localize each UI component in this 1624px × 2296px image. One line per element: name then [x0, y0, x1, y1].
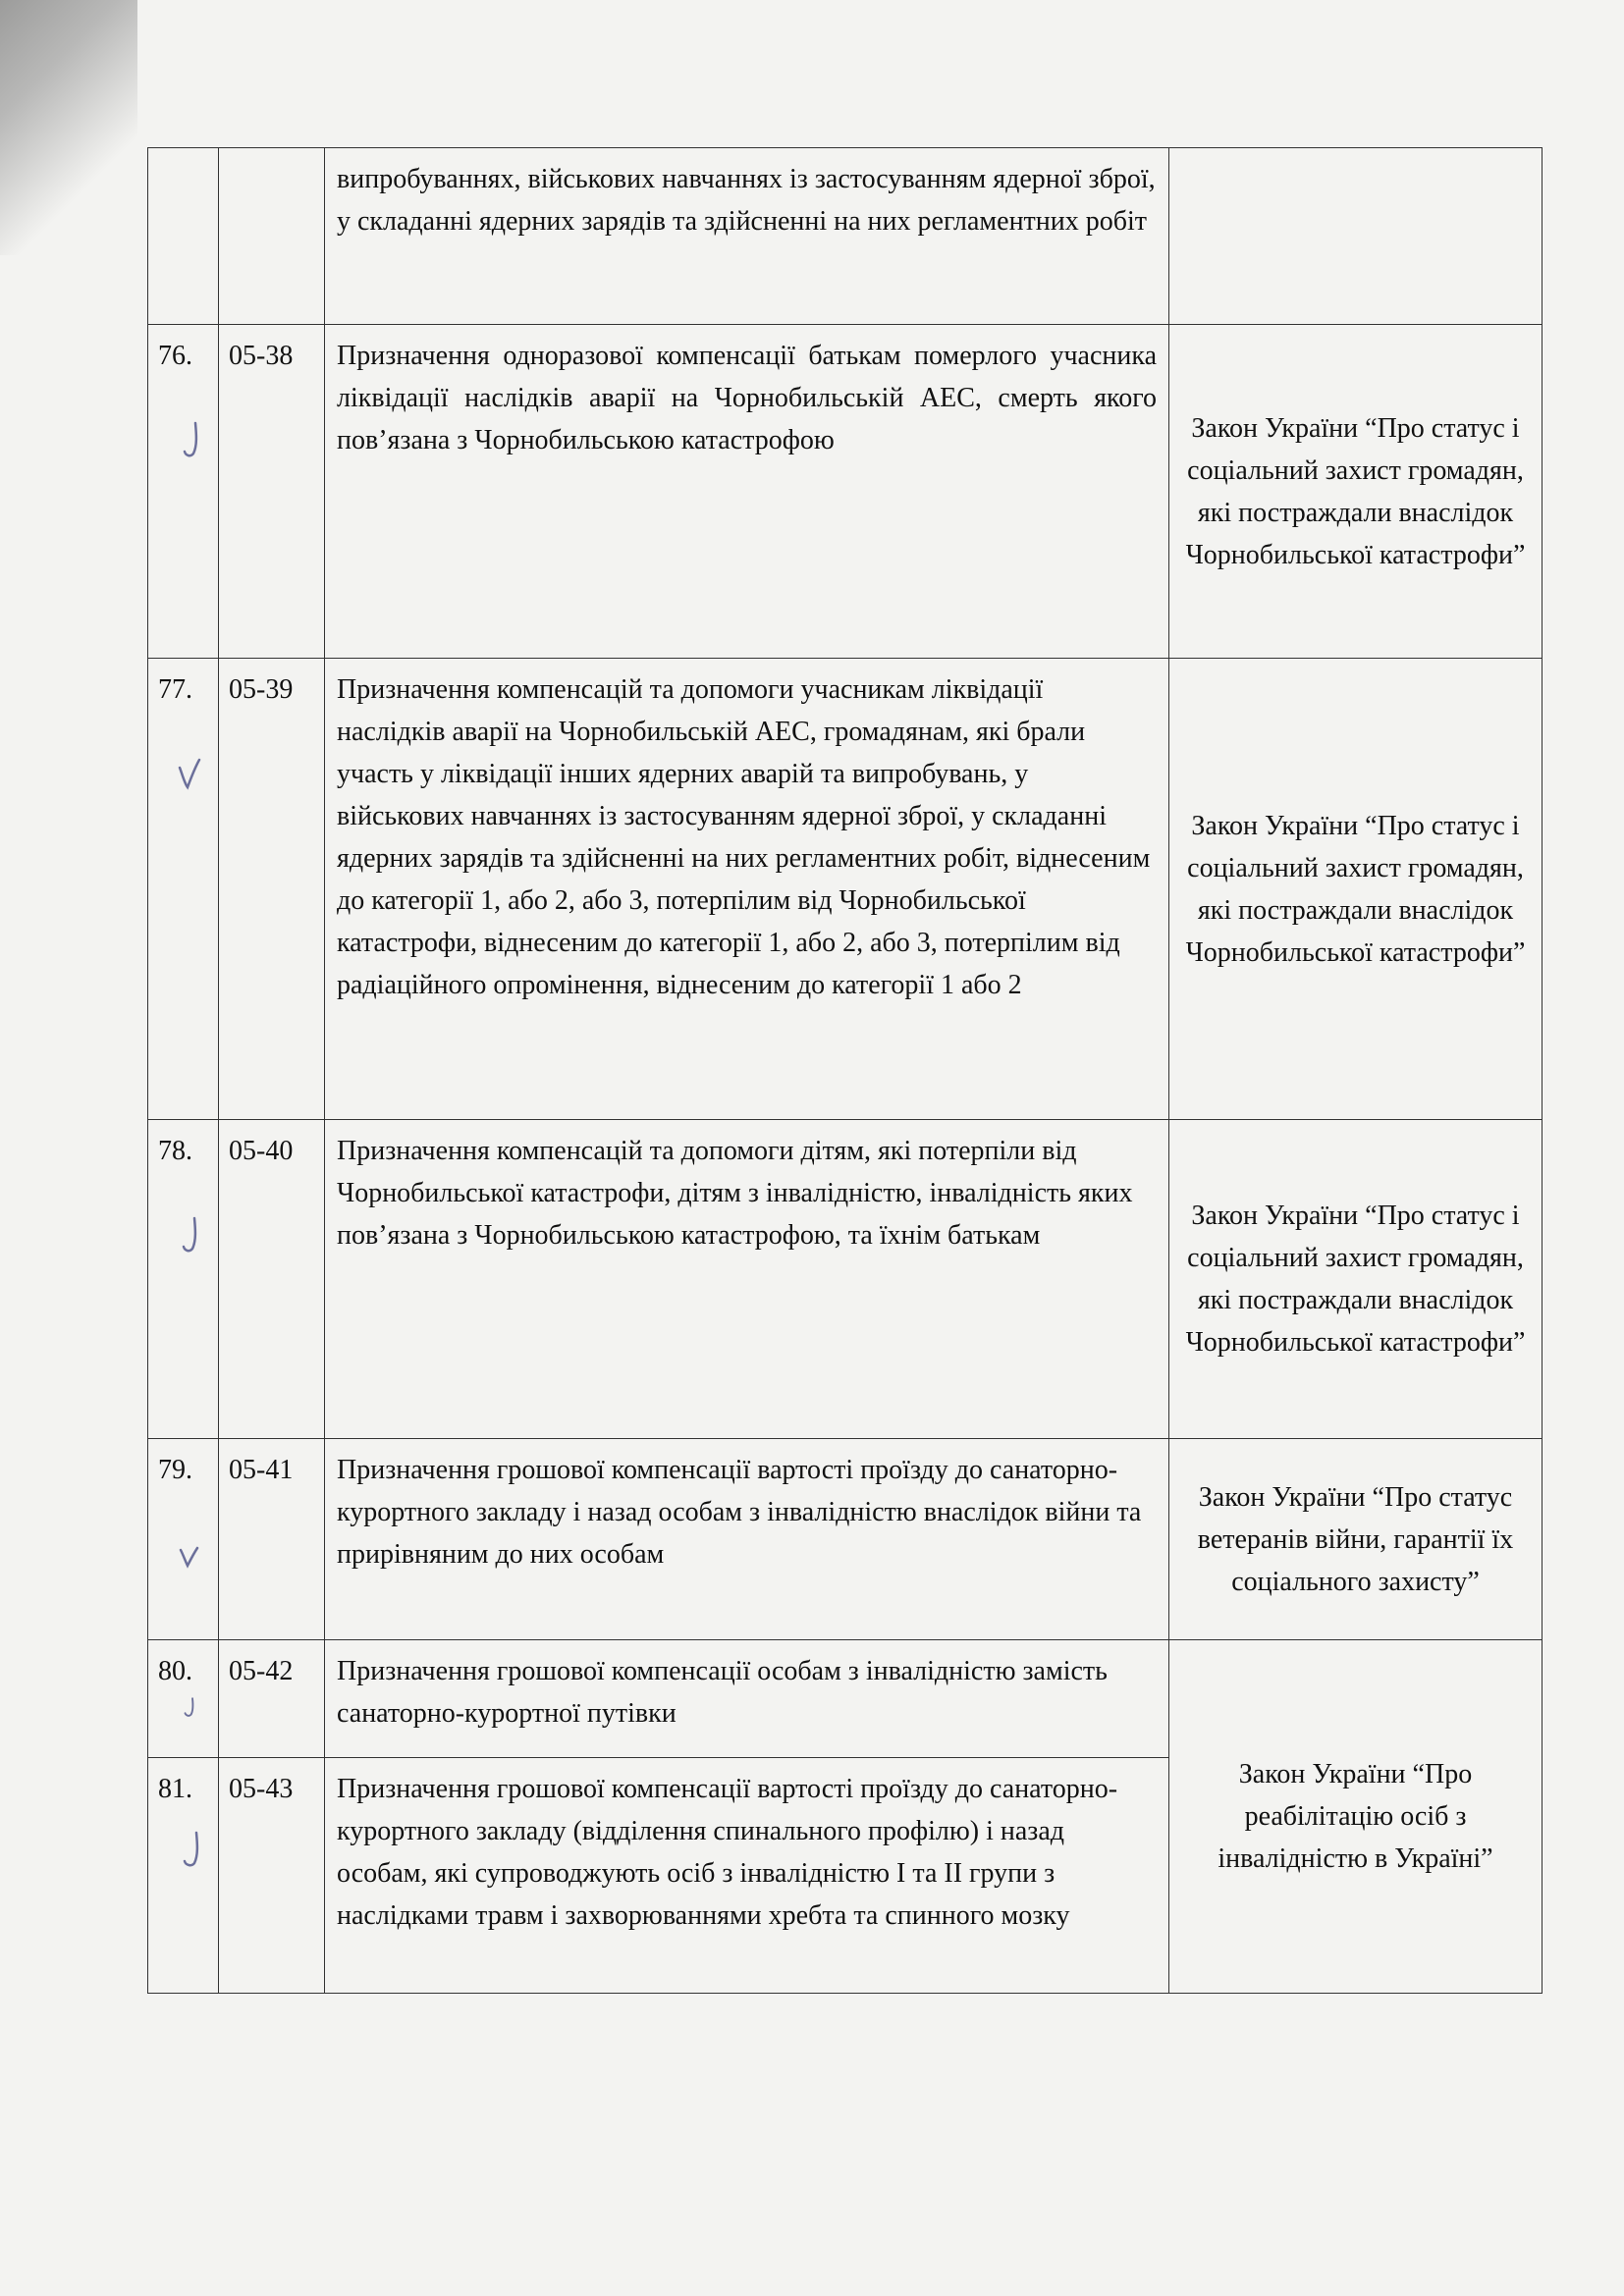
row-cell-number	[148, 1640, 219, 1758]
service-description: Призначення грошової компенсації вартості проїзду до санаторно-курортного закладу і назад особам з інвалідністю внаслідок війни та прирівняним до них особам	[325, 1439, 1169, 1640]
row-number: 78.	[158, 1136, 192, 1166]
table-row	[148, 1439, 1543, 1640]
table-row	[148, 325, 1543, 659]
row-number: 79.	[158, 1455, 192, 1485]
table-row	[148, 659, 1543, 1120]
service-description: Призначення компенсацій та допомоги учасникам ліквідації наслідків аварії на Чорнобильській АЕС, громадянам, які брали участь у ліквідації інших ядерних аварій та випробувань, у військових навчаннях із застосуванням ядерної зброї, у складанні ядерних зарядів та здійсненні на них регламентних робіт, віднесеним до категорії 1, або 2, або 3, потерпілим від Чорнобильської катастрофи, віднесеним до категорії 1, або 2, або 3, потерпілим від радіаційного опромінення, віднесеним до категорії 1 або 2	[325, 659, 1169, 1120]
law-reference: Закон України “Про статус і соціальний захист громадян, які постраждали внаслідок Чорнобильської катастрофи”	[1169, 659, 1543, 1120]
row-cell-number	[148, 659, 219, 1120]
row-cell-number	[148, 1439, 219, 1640]
table-row	[148, 1640, 1543, 1758]
service-description: Призначення компенсацій та допомоги дітям, які потерпіли від Чорнобильської катастрофи, дітям з інвалідністю, інвалідність яких пов’язана з Чорнобильською катастрофою, та їхнім батькам	[325, 1120, 1169, 1439]
row-cell-number	[148, 325, 219, 659]
service-code: 05-43	[219, 1758, 325, 1994]
services-table	[147, 147, 1543, 1994]
row-number: 80.	[158, 1656, 192, 1686]
scan-edge-shadow	[0, 0, 137, 255]
table-row	[148, 1120, 1543, 1439]
service-description: Призначення грошової компенсації особам з інвалідністю замість санаторно-курортної путівки	[325, 1640, 1169, 1758]
law-reference	[1169, 148, 1543, 325]
service-description: Призначення грошової компенсації вартості проїзду до санаторно-курортного закладу (відділення спинального профілю) і назад особам, які супроводжують осіб з інвалідністю I та II групи з наслідками травм і захворюваннями хребта та спинного мозку	[325, 1758, 1169, 1994]
row-number	[148, 148, 219, 325]
service-code: 05-42	[219, 1640, 325, 1758]
law-reference: Закон України “Про статус і соціальний захист громадян, які постраждали внаслідок Чорнобильської катастрофи”	[1169, 325, 1543, 659]
checkmark-icon	[176, 1534, 203, 1574]
service-description: випробуваннях, військових навчаннях із застосуванням ядерної зброї, у складанні ядерних зарядів та здійсненні на них регламентних робіт	[325, 148, 1169, 325]
checkmark-icon	[176, 420, 203, 459]
checkmark-icon	[176, 754, 203, 793]
checkmark-icon	[176, 1696, 203, 1726]
table-row	[148, 148, 1543, 325]
service-code: 05-38	[219, 325, 325, 659]
checkmark-icon	[176, 1830, 203, 1869]
row-cell-number	[148, 1758, 219, 1994]
row-number: 76.	[158, 341, 192, 371]
service-code: 05-41	[219, 1439, 325, 1640]
checkmark-icon	[176, 1215, 203, 1255]
service-code: 05-40	[219, 1120, 325, 1439]
service-description: Призначення одноразової компенсації батькам померлого учасника ліквідації наслідків аварії на Чорнобильській АЕС, смерть якого пов’язана з Чорнобильською катастрофою	[325, 325, 1169, 659]
service-code	[219, 148, 325, 325]
law-reference: Закон України “Про статус і соціальний захист громадян, які постраждали внаслідок Чорнобильської катастрофи”	[1169, 1120, 1543, 1439]
law-reference: Закон України “Про реабілітацію осіб з інвалідністю в Україні”	[1169, 1640, 1543, 1994]
row-cell-number	[148, 1120, 219, 1439]
service-code: 05-39	[219, 659, 325, 1120]
law-reference: Закон України “Про статус ветеранів війни, гарантії їх соціального захисту”	[1169, 1439, 1543, 1640]
row-number: 81.	[158, 1774, 192, 1804]
row-number: 77.	[158, 674, 192, 705]
